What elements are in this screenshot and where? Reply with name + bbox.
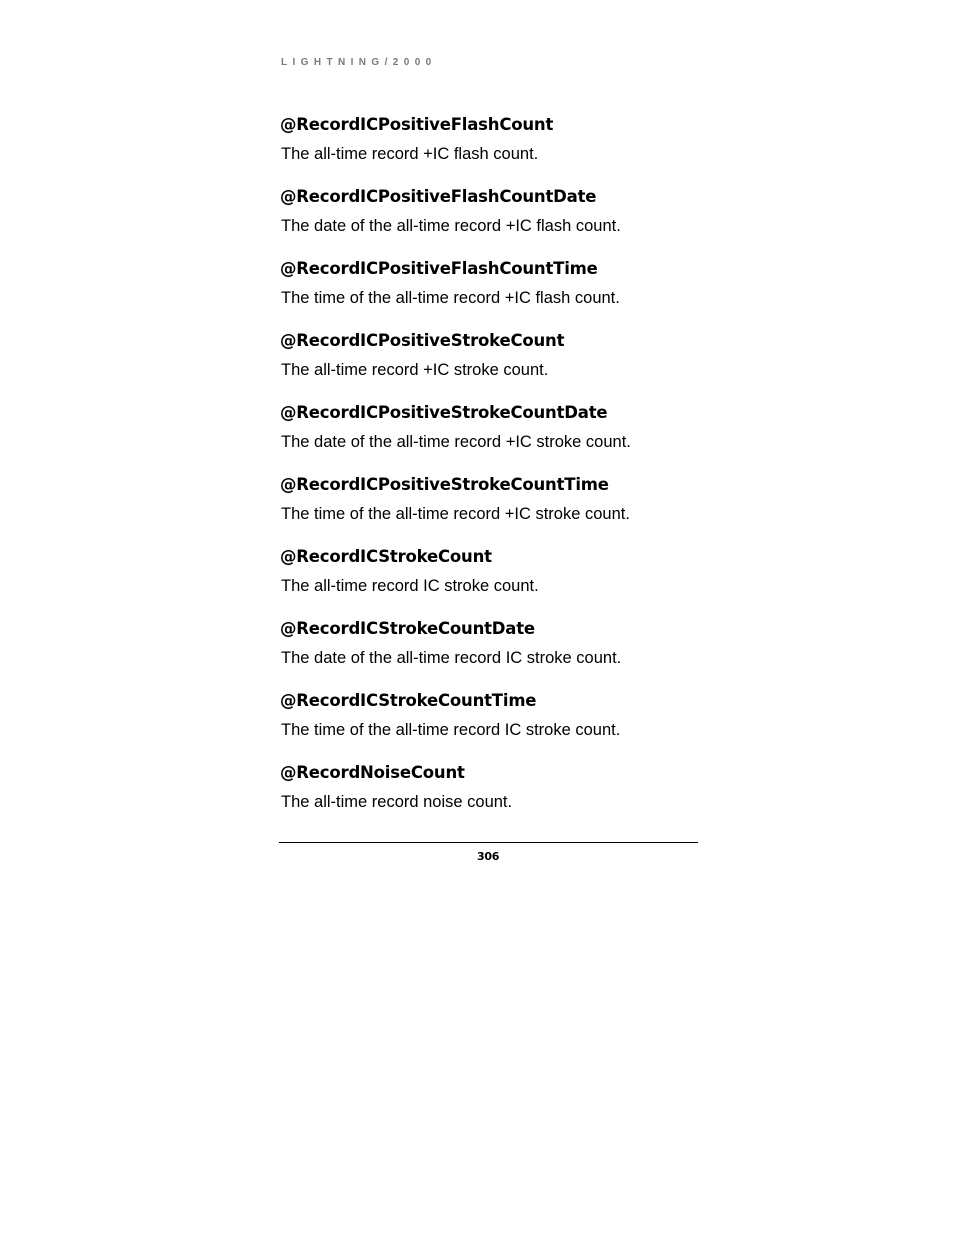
definition-entry: [280, 185, 700, 257]
entry-term: @RecordICStrokeCount: [280, 547, 492, 566]
entry-term: @RecordICPositiveFlashCountTime: [280, 259, 598, 278]
entry-description: The time of the all-time record +IC flash count.: [281, 289, 620, 307]
entry-term: @RecordICPositiveFlashCount: [280, 115, 554, 134]
entry-description: The time of the all-time record +IC stroke count.: [281, 505, 630, 523]
entry-description: The all-time record +IC flash count.: [281, 145, 539, 163]
entry-term: @RecordICPositiveFlashCountDate: [280, 187, 597, 206]
entry-term: @RecordICPositiveStrokeCount: [280, 331, 565, 350]
entry-description: The all-time record +IC stroke count.: [281, 361, 549, 379]
entry-term: @RecordICPositiveStrokeCountDate: [280, 403, 608, 422]
definition-entry: [280, 617, 700, 689]
definition-entry: [280, 329, 700, 401]
definition-entry: [280, 545, 700, 617]
entry-description: The date of the all-time record +IC stroke count.: [281, 433, 631, 451]
definition-entry: [280, 473, 700, 545]
entry-term: @RecordNoiseCount: [280, 763, 465, 782]
definition-entry: [280, 761, 700, 833]
page-number: 306: [477, 850, 500, 863]
footer-divider: [279, 842, 698, 843]
entry-description: The all-time record IC stroke count.: [281, 577, 539, 595]
definition-list: [280, 113, 700, 833]
entry-term: @RecordICStrokeCountDate: [280, 619, 535, 638]
definition-entry: [280, 113, 700, 185]
entry-term: @RecordICPositiveStrokeCountTime: [280, 475, 609, 494]
definition-entry: [280, 401, 700, 473]
running-header: LIGHTNING/2000: [281, 57, 437, 68]
definition-entry: [280, 257, 700, 329]
entry-term: @RecordICStrokeCountTime: [280, 691, 537, 710]
entry-description: The all-time record noise count.: [281, 793, 513, 811]
entry-description: The time of the all-time record IC stroke count.: [281, 721, 621, 739]
entry-description: The date of the all-time record +IC flash count.: [281, 217, 621, 235]
entry-description: The date of the all-time record IC stroke count.: [281, 649, 622, 667]
definition-entry: [280, 689, 700, 761]
